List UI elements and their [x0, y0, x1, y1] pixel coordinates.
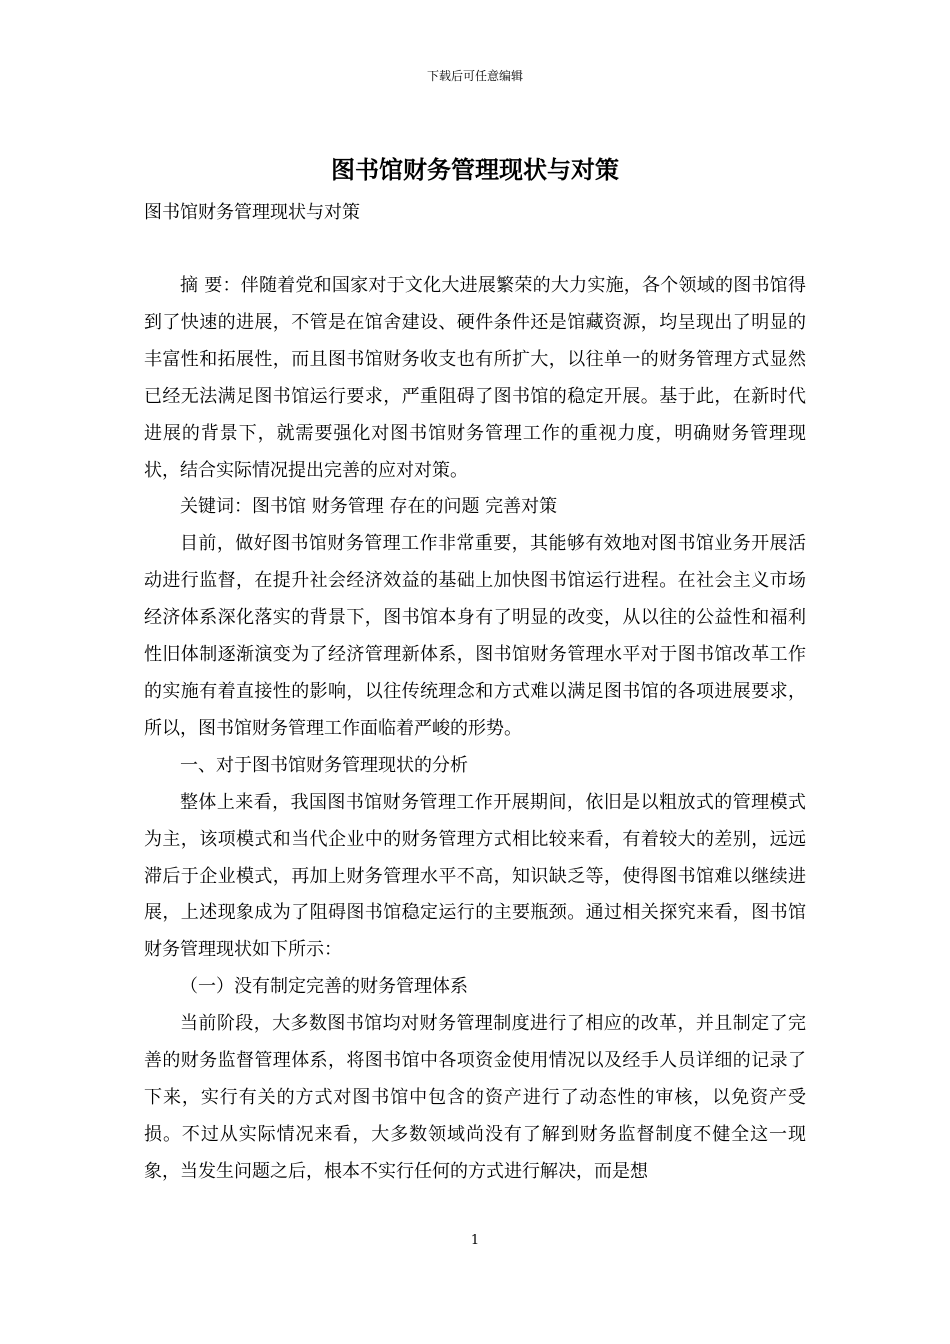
subsection-1-paragraph: 当前阶段，大多数图书馆均对财务管理制度进行了相应的改革，并且制定了完善的财务监督管理体系，将图书馆中各项资金使用情况以及经手人员详细的记录了下来，实行有关的方式对图书馆中包含的资产进行了动态性的审核，以免资产受损。不过从实际情况来看，大多数领域尚没有了解到财务监督制度不健全这一现象，当发生问题之后，根本不实行任何的方式进行解决，而是想 [144, 1013, 806, 1182]
section-1-paragraph: 整体上来看，我国图书馆财务管理工作开展期间，依旧是以粗放式的管理模式为主，该项模式和当代企业中的财务管理方式相比较来看，有着较大的差别，远远滞后于企业模式，再加上财务管理水平不高，知识缺乏等，使得图书馆难以继续进展，上述现象成为了阻碍图书馆稳定运行的主要瓶颈。通过相关探究来看，图书馆财务管理现状如下所示： [144, 791, 806, 961]
document-title: 图书馆财务管理现状与对策 [331, 155, 619, 184]
keywords-paragraph: 关键词：图书馆 财务管理 存在的问题 完善对策 [180, 496, 558, 518]
intro-paragraph: 目前，做好图书馆财务管理工作非常重要，其能够有效地对图书馆业务开展活动进行监督，在提升社会经济效益的基础上加快图书馆运行进程。在社会主义市场经济体系深化落实的背景下，图书馆本身有了明显的改变，从以往的公益性和福利性旧体制逐渐演变为了经济管理新体系，图书馆财务管理水平对于图书馆改革工作的实施有着直接性的影响，以往传统理念和方式难以满足图书馆的各项进展要求，所以，图书馆财务管理工作面临着严峻的形势。 [144, 533, 806, 739]
document-body [144, 268, 806, 1191]
abstract-paragraph: 摘 要：伴随着党和国家对于文化大进展繁荣的大力实施，各个领域的图书馆得到了快速的进展，不管是在馆舍建设、硬件条件还是馆藏资源，均呈现出了明显的丰富性和拓展性，而且图书馆财务收支也有所扩大，以往单一的财务管理方式显然已经无法满足图书馆运行要求，严重阻碍了图书馆的稳定开展。基于此，在新时代进展的背景下，就需要强化对图书馆财务管理工作的重视力度，明确财务管理现状，结合实际情况提出完善的应对对策。 [144, 275, 806, 481]
subsection-heading-1: （一）没有制定完善的财务管理体系 [180, 976, 468, 998]
section-heading-1: 一、对于图书馆财务管理现状的分析 [180, 754, 468, 776]
page-header: 下载后可任意编辑 [426, 69, 523, 83]
document-subtitle: 图书馆财务管理现状与对策 [144, 202, 360, 223]
page-number: 1 [470, 1233, 480, 1248]
